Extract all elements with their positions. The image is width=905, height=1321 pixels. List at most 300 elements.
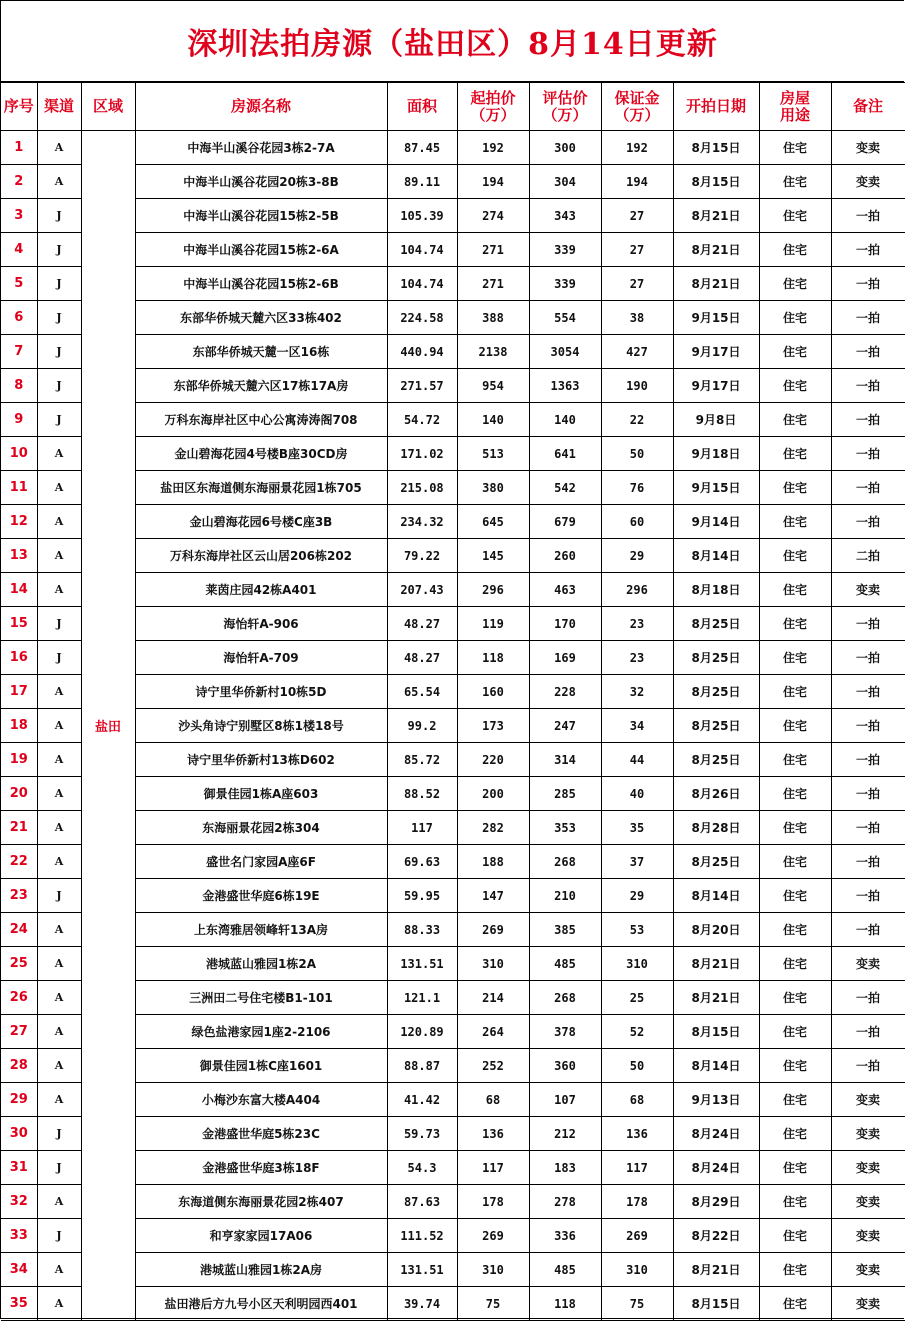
cell-deposit: 27 [601, 233, 673, 267]
cell-date: 9月8日 [673, 403, 759, 437]
cell-channel: A [37, 1253, 81, 1287]
cell-index: 20 [1, 777, 37, 811]
cell-deposit: 34 [601, 709, 673, 743]
cell-index: 2 [1, 165, 37, 199]
cell-area: 79.22 [387, 539, 457, 573]
cell-deposit: 76 [601, 471, 673, 505]
cell-index: 19 [1, 743, 37, 777]
cell-index: 5 [1, 267, 37, 301]
cell-date: 8月24日 [673, 1117, 759, 1151]
cell-note: 一拍 [831, 1015, 905, 1049]
cell-area: 59.95 [387, 879, 457, 913]
cell-channel: A [37, 539, 81, 573]
cell-eval-price: 385 [529, 913, 601, 947]
cell-name: 诗宁里华侨新村13栋D602 [135, 743, 387, 777]
table-row [1, 1117, 905, 1151]
cell-eval-price: 343 [529, 199, 601, 233]
cell-index: 34 [1, 1253, 37, 1287]
cell-note: 一拍 [831, 981, 905, 1015]
cell-area: 65.54 [387, 675, 457, 709]
cell-start-price: 188 [457, 845, 529, 879]
cell-note: 一拍 [831, 777, 905, 811]
cell-date: 8月14日 [673, 539, 759, 573]
cell-note: 一拍 [831, 743, 905, 777]
cell-name: 绿色盐港家园1座2-2106 [135, 1015, 387, 1049]
cell-index: 4 [1, 233, 37, 267]
header-date: 开拍日期 [673, 83, 759, 131]
header-start-price-line2: （万） [470, 105, 516, 124]
cell-channel: A [37, 777, 81, 811]
cell-name: 御景佳园1栋A座603 [135, 777, 387, 811]
cell-eval-price: 140 [529, 403, 601, 437]
cell-name: 东部华侨城天麓六区33栋402 [135, 301, 387, 335]
header-eval-price-line2: （万） [542, 105, 588, 124]
cell-deposit: 44 [601, 743, 673, 777]
cell-usage: 住宅 [759, 607, 831, 641]
cell-deposit: 192 [601, 131, 673, 165]
cell-area: 54.72 [387, 403, 457, 437]
cell-usage: 住宅 [759, 1083, 831, 1117]
cell-note: 变卖 [831, 573, 905, 607]
cell-channel: A [37, 505, 81, 539]
cell-channel: A [37, 1083, 81, 1117]
cell-index: 26 [1, 981, 37, 1015]
cell-eval-price: 247 [529, 709, 601, 743]
cell-start-price: 310 [457, 947, 529, 981]
cell-area: 87.45 [387, 131, 457, 165]
cell-date: 8月29日 [673, 1185, 759, 1219]
cell-eval-price: 268 [529, 845, 601, 879]
table-row [1, 879, 905, 913]
cell-note: 变卖 [831, 165, 905, 199]
cell-eval-price: 1363 [529, 369, 601, 403]
cell-eval-price: 268 [529, 981, 601, 1015]
cell-date: 9月18日 [673, 437, 759, 471]
cell-usage: 住宅 [759, 301, 831, 335]
cell-date: 8月15日 [673, 131, 759, 165]
table-row [1, 1253, 905, 1287]
cell-eval-price: 304 [529, 165, 601, 199]
cell-deposit: 40 [601, 777, 673, 811]
table-row [1, 1287, 905, 1321]
cell-name: 小梅沙东富大楼A404 [135, 1083, 387, 1117]
cell-start-price: 296 [457, 573, 529, 607]
cell-deposit: 269 [601, 1219, 673, 1253]
cell-eval-price: 641 [529, 437, 601, 471]
cell-deposit: 52 [601, 1015, 673, 1049]
cell-note: 一拍 [831, 913, 905, 947]
cell-index: 3 [1, 199, 37, 233]
cell-usage: 住宅 [759, 675, 831, 709]
cell-name: 中海半山溪谷花园15栋2-5B [135, 199, 387, 233]
cell-usage: 住宅 [759, 981, 831, 1015]
page-title: 深圳法拍房源（盐田区）8月14日更新 [1, 1, 904, 82]
cell-name: 金山碧海花园6号楼C座3B [135, 505, 387, 539]
cell-start-price: 136 [457, 1117, 529, 1151]
cell-eval-price: 485 [529, 947, 601, 981]
cell-date: 9月15日 [673, 471, 759, 505]
cell-index: 13 [1, 539, 37, 573]
cell-area: 440.94 [387, 335, 457, 369]
cell-date: 8月21日 [673, 1253, 759, 1287]
cell-area: 271.57 [387, 369, 457, 403]
table-row [1, 1049, 905, 1083]
cell-deposit: 68 [601, 1083, 673, 1117]
cell-usage: 住宅 [759, 369, 831, 403]
table-row [1, 199, 905, 233]
cell-start-price: 274 [457, 199, 529, 233]
cell-deposit: 37 [601, 845, 673, 879]
cell-name: 诗宁里华侨新村10栋5D [135, 675, 387, 709]
cell-eval-price: 360 [529, 1049, 601, 1083]
cell-area: 88.33 [387, 913, 457, 947]
cell-region: 盐田 [81, 131, 135, 1321]
cell-note: 一拍 [831, 233, 905, 267]
cell-index: 22 [1, 845, 37, 879]
cell-start-price: 192 [457, 131, 529, 165]
cell-usage: 住宅 [759, 165, 831, 199]
header-idx: 序号 [1, 83, 37, 131]
table-row [1, 607, 905, 641]
cell-usage: 住宅 [759, 131, 831, 165]
cell-note: 变卖 [831, 1083, 905, 1117]
cell-usage: 住宅 [759, 1253, 831, 1287]
cell-start-price: 282 [457, 811, 529, 845]
cell-area: 48.27 [387, 641, 457, 675]
cell-eval-price: 278 [529, 1185, 601, 1219]
cell-usage: 住宅 [759, 437, 831, 471]
cell-index: 31 [1, 1151, 37, 1185]
cell-note: 一拍 [831, 471, 905, 505]
cell-index: 21 [1, 811, 37, 845]
cell-note: 变卖 [831, 1185, 905, 1219]
header-note: 备注 [831, 83, 905, 131]
table-row [1, 267, 905, 301]
cell-start-price: 645 [457, 505, 529, 539]
header-area: 面积 [387, 83, 457, 131]
cell-start-price: 214 [457, 981, 529, 1015]
cell-index: 24 [1, 913, 37, 947]
cell-date: 9月14日 [673, 505, 759, 539]
cell-channel: A [37, 709, 81, 743]
cell-usage: 住宅 [759, 471, 831, 505]
cell-usage: 住宅 [759, 811, 831, 845]
table-row [1, 981, 905, 1015]
cell-eval-price: 228 [529, 675, 601, 709]
cell-usage: 住宅 [759, 1151, 831, 1185]
table-row [1, 777, 905, 811]
table-row [1, 301, 905, 335]
cell-area: 99.2 [387, 709, 457, 743]
header-eval-price [529, 83, 601, 131]
cell-usage: 住宅 [759, 1117, 831, 1151]
cell-date: 8月21日 [673, 233, 759, 267]
cell-name: 御景佳园1栋C座1601 [135, 1049, 387, 1083]
cell-eval-price: 183 [529, 1151, 601, 1185]
cell-channel: A [37, 913, 81, 947]
cell-name: 东部华侨城天麓一区16栋 [135, 335, 387, 369]
table-row [1, 233, 905, 267]
cell-area: 59.73 [387, 1117, 457, 1151]
cell-deposit: 136 [601, 1117, 673, 1151]
cell-date: 8月25日 [673, 709, 759, 743]
cell-area: 104.74 [387, 267, 457, 301]
header-usage-line2: 用途 [779, 105, 810, 124]
cell-deposit: 23 [601, 607, 673, 641]
cell-note: 一拍 [831, 811, 905, 845]
cell-area: 69.63 [387, 845, 457, 879]
cell-name: 万科东海岸社区云山居206栋202 [135, 539, 387, 573]
table-row [1, 539, 905, 573]
table-row [1, 165, 905, 199]
cell-usage: 住宅 [759, 233, 831, 267]
cell-channel: A [37, 947, 81, 981]
cell-name: 东海道侧东海丽景花园2栋407 [135, 1185, 387, 1219]
cell-index: 30 [1, 1117, 37, 1151]
cell-start-price: 269 [457, 1219, 529, 1253]
cell-usage: 住宅 [759, 709, 831, 743]
cell-start-price: 2138 [457, 335, 529, 369]
cell-deposit: 194 [601, 165, 673, 199]
cell-channel: A [37, 1015, 81, 1049]
cell-index: 29 [1, 1083, 37, 1117]
cell-start-price: 147 [457, 879, 529, 913]
cell-channel: A [37, 845, 81, 879]
cell-start-price: 310 [457, 1253, 529, 1287]
cell-eval-price: 118 [529, 1287, 601, 1321]
table-row [1, 1151, 905, 1185]
cell-note: 变卖 [831, 1219, 905, 1253]
cell-channel: A [37, 811, 81, 845]
cell-index: 7 [1, 335, 37, 369]
cell-index: 25 [1, 947, 37, 981]
cell-channel: A [37, 471, 81, 505]
cell-deposit: 23 [601, 641, 673, 675]
cell-deposit: 310 [601, 1253, 673, 1287]
table-row [1, 811, 905, 845]
cell-area: 111.52 [387, 1219, 457, 1253]
cell-index: 27 [1, 1015, 37, 1049]
cell-channel: A [37, 1287, 81, 1321]
cell-eval-price: 378 [529, 1015, 601, 1049]
cell-area: 85.72 [387, 743, 457, 777]
cell-note: 一拍 [831, 505, 905, 539]
cell-eval-price: 554 [529, 301, 601, 335]
cell-name: 东海丽景花园2栋304 [135, 811, 387, 845]
cell-area: 89.11 [387, 165, 457, 199]
cell-eval-price: 339 [529, 267, 601, 301]
table-row [1, 845, 905, 879]
cell-start-price: 178 [457, 1185, 529, 1219]
table-row [1, 743, 905, 777]
cell-name: 金港盛世华庭5栋23C [135, 1117, 387, 1151]
cell-note: 一拍 [831, 199, 905, 233]
cell-area: 87.63 [387, 1185, 457, 1219]
cell-eval-price: 679 [529, 505, 601, 539]
cell-deposit: 427 [601, 335, 673, 369]
cell-date: 8月24日 [673, 1151, 759, 1185]
cell-area: 234.32 [387, 505, 457, 539]
cell-start-price: 513 [457, 437, 529, 471]
cell-eval-price: 463 [529, 573, 601, 607]
cell-deposit: 50 [601, 1049, 673, 1083]
table-row [1, 709, 905, 743]
cell-usage: 住宅 [759, 199, 831, 233]
cell-area: 171.02 [387, 437, 457, 471]
cell-date: 8月25日 [673, 845, 759, 879]
cell-name: 海怡轩A-906 [135, 607, 387, 641]
cell-usage: 住宅 [759, 777, 831, 811]
cell-start-price: 145 [457, 539, 529, 573]
cell-eval-price: 336 [529, 1219, 601, 1253]
header-start-price-line1: 起拍价 [470, 88, 516, 107]
cell-name: 三洲田二号住宅楼B1-101 [135, 981, 387, 1015]
cell-usage: 住宅 [759, 879, 831, 913]
cell-date: 8月21日 [673, 199, 759, 233]
cell-index: 16 [1, 641, 37, 675]
cell-eval-price: 485 [529, 1253, 601, 1287]
cell-usage: 住宅 [759, 947, 831, 981]
cell-deposit: 75 [601, 1287, 673, 1321]
cell-date: 8月25日 [673, 607, 759, 641]
cell-note: 一拍 [831, 335, 905, 369]
table-row [1, 403, 905, 437]
cell-note: 一拍 [831, 1049, 905, 1083]
cell-channel: A [37, 1049, 81, 1083]
cell-date: 8月14日 [673, 879, 759, 913]
cell-area: 88.87 [387, 1049, 457, 1083]
cell-index: 11 [1, 471, 37, 505]
cell-deposit: 32 [601, 675, 673, 709]
cell-date: 8月15日 [673, 1015, 759, 1049]
cell-eval-price: 353 [529, 811, 601, 845]
cell-start-price: 75 [457, 1287, 529, 1321]
table-row [1, 1219, 905, 1253]
cell-channel: J [37, 1219, 81, 1253]
table-row [1, 437, 905, 471]
cell-eval-price: 169 [529, 641, 601, 675]
cell-date: 9月15日 [673, 301, 759, 335]
cell-channel: A [37, 675, 81, 709]
cell-channel: J [37, 607, 81, 641]
cell-area: 131.51 [387, 947, 457, 981]
cell-note: 一拍 [831, 879, 905, 913]
cell-note: 变卖 [831, 947, 905, 981]
cell-channel: A [37, 573, 81, 607]
table-row [1, 947, 905, 981]
cell-deposit: 35 [601, 811, 673, 845]
cell-note: 变卖 [831, 1253, 905, 1287]
cell-start-price: 271 [457, 233, 529, 267]
cell-channel: J [37, 641, 81, 675]
cell-name: 盛世名门家园A座6F [135, 845, 387, 879]
cell-usage: 住宅 [759, 1185, 831, 1219]
cell-deposit: 25 [601, 981, 673, 1015]
cell-start-price: 264 [457, 1015, 529, 1049]
cell-date: 8月21日 [673, 947, 759, 981]
cell-deposit: 22 [601, 403, 673, 437]
cell-channel: A [37, 981, 81, 1015]
cell-area: 41.42 [387, 1083, 457, 1117]
cell-usage: 住宅 [759, 335, 831, 369]
cell-index: 23 [1, 879, 37, 913]
header-eval-price-line1: 评估价 [542, 88, 588, 107]
cell-area: 39.74 [387, 1287, 457, 1321]
cell-note: 一拍 [831, 437, 905, 471]
cell-channel: J [37, 403, 81, 437]
cell-eval-price: 285 [529, 777, 601, 811]
cell-name: 盐田区东海道侧东海丽景花园1栋705 [135, 471, 387, 505]
cell-date: 9月13日 [673, 1083, 759, 1117]
cell-deposit: 310 [601, 947, 673, 981]
header-start-price [457, 83, 529, 131]
cell-deposit: 296 [601, 573, 673, 607]
cell-deposit: 50 [601, 437, 673, 471]
cell-start-price: 118 [457, 641, 529, 675]
cell-date: 8月21日 [673, 981, 759, 1015]
cell-usage: 住宅 [759, 743, 831, 777]
cell-area: 215.08 [387, 471, 457, 505]
cell-start-price: 140 [457, 403, 529, 437]
cell-date: 9月17日 [673, 335, 759, 369]
cell-area: 104.74 [387, 233, 457, 267]
table-row [1, 131, 905, 165]
cell-date: 8月15日 [673, 1287, 759, 1321]
cell-index: 18 [1, 709, 37, 743]
cell-index: 14 [1, 573, 37, 607]
cell-usage: 住宅 [759, 267, 831, 301]
cell-name: 和亨家家园17A06 [135, 1219, 387, 1253]
cell-start-price: 269 [457, 913, 529, 947]
cell-channel: J [37, 879, 81, 913]
cell-note: 一拍 [831, 709, 905, 743]
table-row [1, 641, 905, 675]
cell-channel: A [37, 1185, 81, 1219]
cell-name: 中海半山溪谷花园15栋2-6A [135, 233, 387, 267]
cell-index: 10 [1, 437, 37, 471]
cell-start-price: 271 [457, 267, 529, 301]
table-row [1, 573, 905, 607]
cell-name: 上东湾雅居领峰轩13A房 [135, 913, 387, 947]
cell-deposit: 53 [601, 913, 673, 947]
cell-name: 海怡轩A-709 [135, 641, 387, 675]
cell-area: 105.39 [387, 199, 457, 233]
cell-start-price: 68 [457, 1083, 529, 1117]
cell-name: 东部华侨城天麓六区17栋17A房 [135, 369, 387, 403]
cell-usage: 住宅 [759, 845, 831, 879]
cell-index: 15 [1, 607, 37, 641]
cell-note: 二拍 [831, 539, 905, 573]
cell-index: 8 [1, 369, 37, 403]
cell-note: 一拍 [831, 267, 905, 301]
cell-usage: 住宅 [759, 1287, 831, 1321]
cell-index: 12 [1, 505, 37, 539]
cell-deposit: 38 [601, 301, 673, 335]
cell-channel: J [37, 301, 81, 335]
cell-date: 8月28日 [673, 811, 759, 845]
cell-note: 一拍 [831, 675, 905, 709]
cell-name: 金港盛世华庭6栋19E [135, 879, 387, 913]
cell-name: 沙头角诗宁别墅区8栋1楼18号 [135, 709, 387, 743]
cell-eval-price: 314 [529, 743, 601, 777]
cell-date: 8月25日 [673, 743, 759, 777]
cell-eval-price: 542 [529, 471, 601, 505]
cell-usage: 住宅 [759, 1219, 831, 1253]
cell-name: 港城蓝山雅园1栋2A [135, 947, 387, 981]
cell-start-price: 160 [457, 675, 529, 709]
cell-start-price: 200 [457, 777, 529, 811]
cell-usage: 住宅 [759, 641, 831, 675]
